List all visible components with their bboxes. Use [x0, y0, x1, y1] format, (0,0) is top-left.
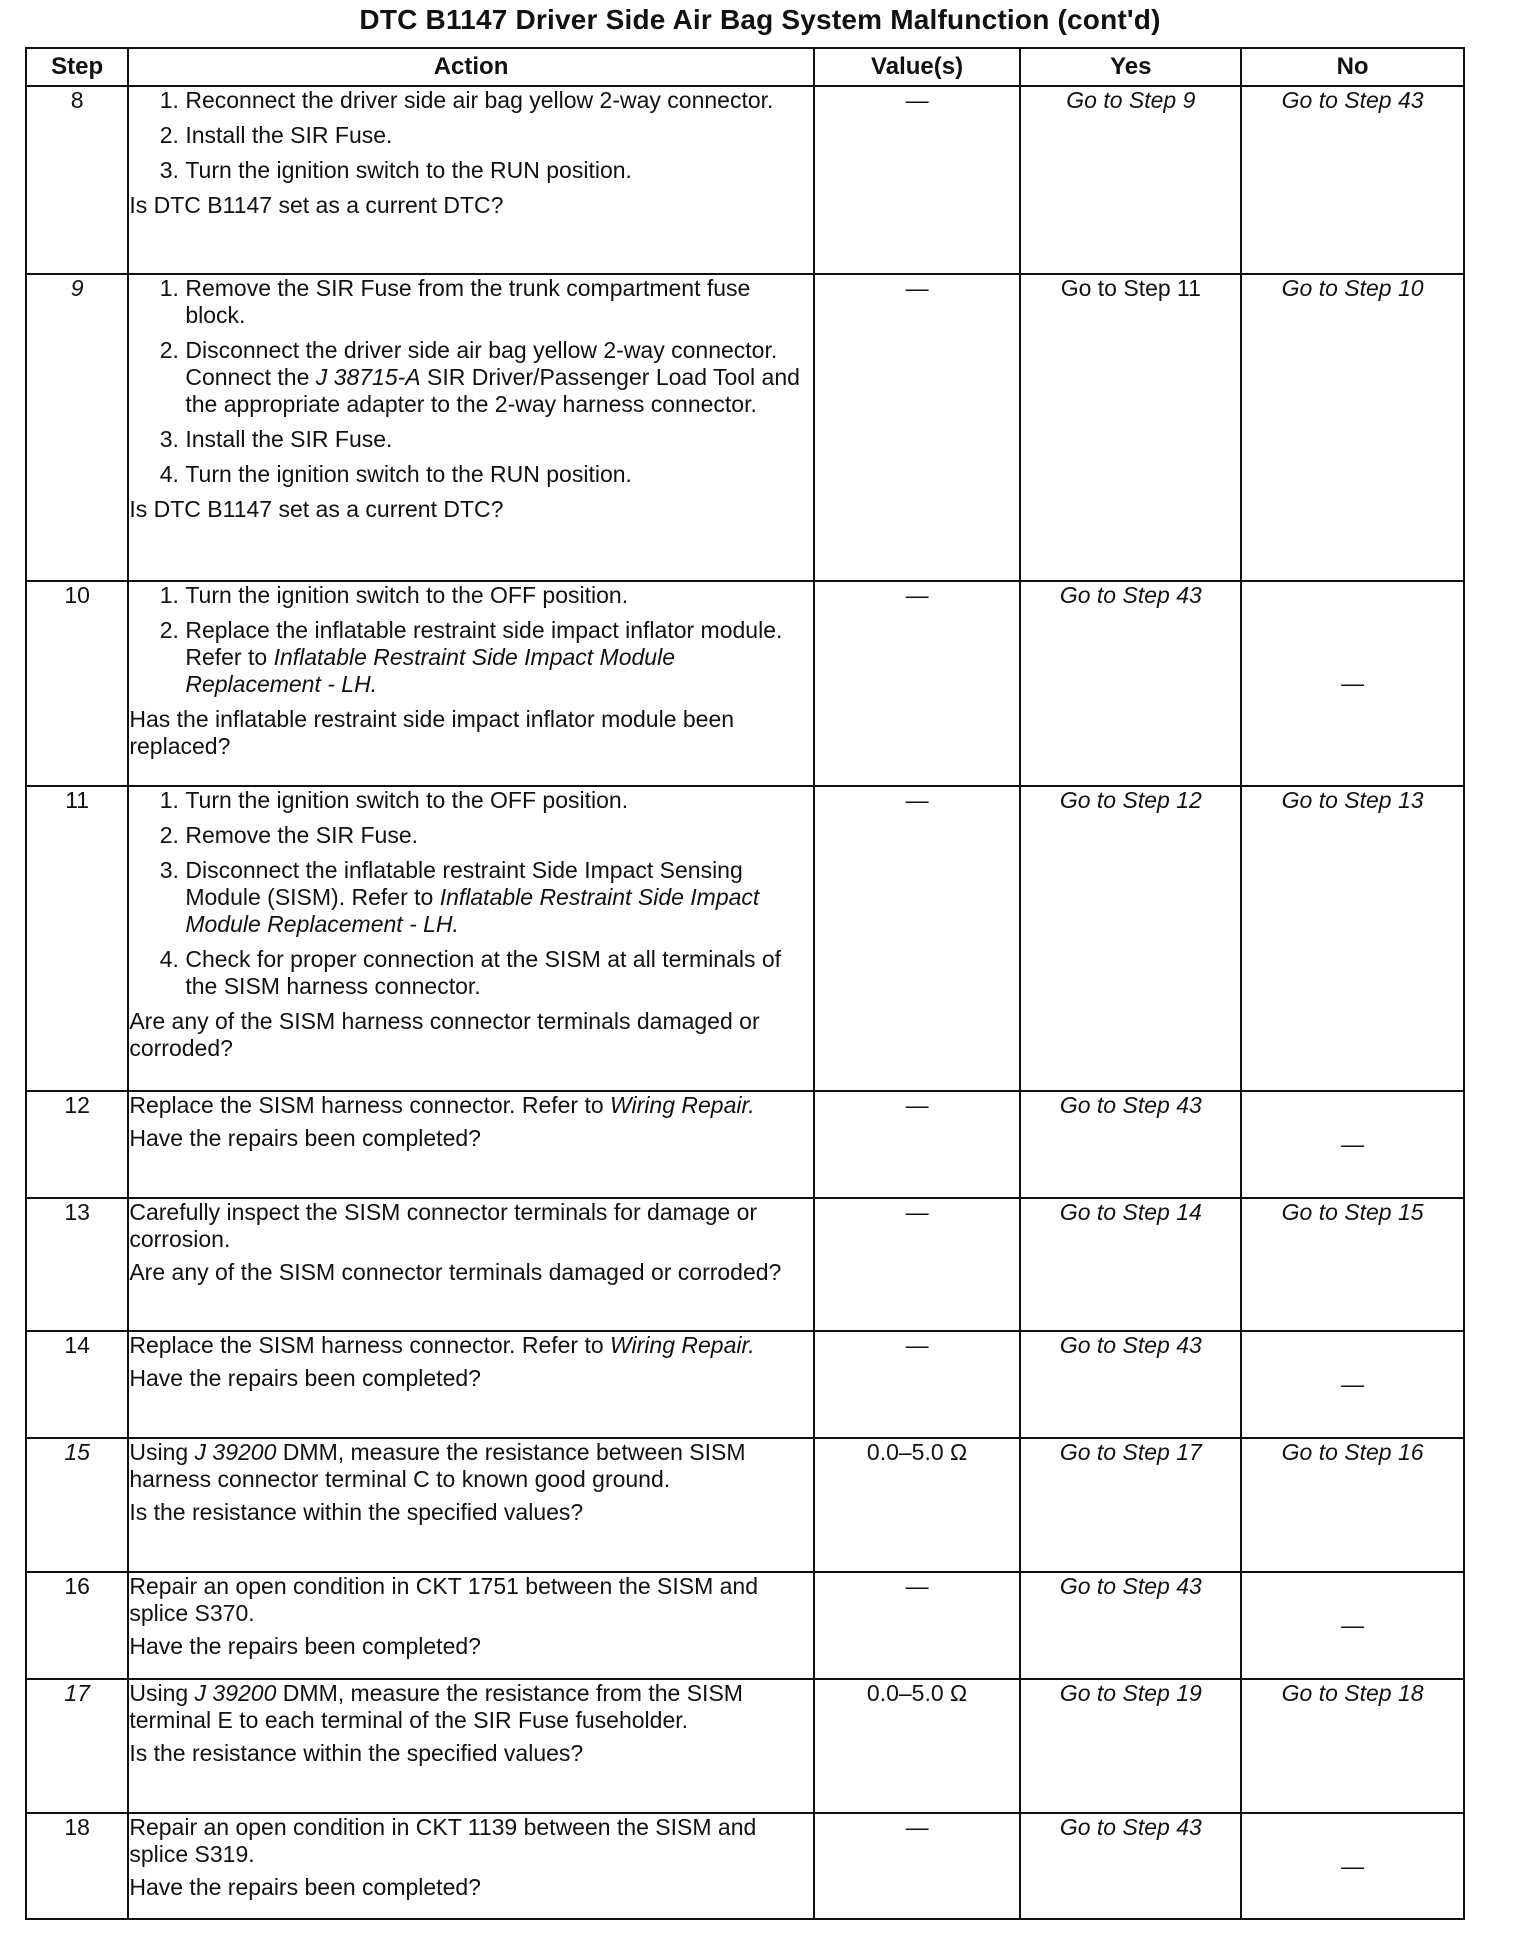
no-value: —	[1241, 1813, 1464, 1919]
action-text: Using	[129, 1439, 195, 1465]
yes-link[interactable]: Go to Step 43	[1020, 1572, 1241, 1679]
action-text: Replace the inflatable restraint side impact inflator module. Refer to	[185, 617, 783, 670]
tool-reference: J 39200	[194, 1680, 277, 1706]
yes-link[interactable]: Go to Step 43	[1020, 581, 1241, 786]
header-yes: Yes	[1020, 48, 1241, 86]
action-paragraph: Repair an open condition in CKT 1139 between the SISM and splice S319.	[129, 1814, 757, 1867]
action-cell	[128, 1572, 813, 1679]
action-text: SIR Driver/Passenger Load Tool and the appropriate adapter to the 2-way harness connector.	[185, 364, 800, 417]
action-text: DMM, measure the resistance between SISM harness connector terminal C to known good ground.	[129, 1439, 746, 1492]
yes-link[interactable]: Go to Step 19	[1020, 1679, 1241, 1813]
action-cell	[128, 1331, 813, 1438]
action-text: Disconnect the driver side air bag yellow 2-way connector. Connect the	[185, 337, 778, 390]
action-paragraph	[129, 1332, 812, 1359]
header-step: Step	[26, 48, 128, 86]
list-item: 4. Check for proper connection at the SISM at all terminals of the SISM harness connector.	[185, 946, 812, 1000]
step-number: 9	[26, 274, 128, 581]
action-text: DMM, measure the resistance from the SISM terminal E to each terminal of the SIR Fuse fuseholder.	[129, 1680, 743, 1733]
question: Are any of the SISM connector terminals damaged or corroded?	[129, 1259, 782, 1285]
action-cell	[128, 1198, 813, 1331]
list-item: 1. Turn the ignition switch to the OFF position.	[185, 787, 812, 814]
action-cell	[128, 1091, 813, 1198]
table-row	[26, 1679, 1464, 1813]
value-cell: 0.0–5.0 Ω	[814, 1679, 1021, 1813]
action-paragraph: Repair an open condition in CKT 1751 between the SISM and splice S370.	[129, 1573, 759, 1626]
question: Has the inflatable restraint side impact inflator module been replaced?	[129, 706, 735, 759]
value-cell: —	[814, 786, 1021, 1091]
yes-link[interactable]: Go to Step 17	[1020, 1438, 1241, 1572]
no-link[interactable]: Go to Step 13	[1241, 786, 1464, 1091]
step-number: 17	[26, 1679, 128, 1813]
list-item: 1. Reconnect the driver side air bag yellow 2-way connector.	[185, 87, 812, 114]
table-row	[26, 581, 1464, 786]
no-link[interactable]: Go to Step 18	[1241, 1679, 1464, 1813]
value-cell: —	[814, 581, 1021, 786]
procedure-reference: Wiring Repair.	[610, 1092, 755, 1118]
list-item: 1. Remove the SIR Fuse from the trunk compartment fuse block.	[185, 275, 812, 329]
no-link[interactable]: Go to Step 10	[1241, 274, 1464, 581]
question: Is the resistance within the specified values?	[129, 1740, 584, 1766]
yes-link[interactable]: Go to Step 14	[1020, 1198, 1241, 1331]
action-text: Using	[129, 1680, 195, 1706]
value-cell: —	[814, 1331, 1021, 1438]
value-cell: —	[814, 1813, 1021, 1919]
step-number: 8	[26, 86, 128, 274]
action-paragraph	[129, 1092, 812, 1119]
action-paragraph	[129, 1439, 812, 1493]
no-link[interactable]: Go to Step 43	[1241, 86, 1464, 274]
yes-link[interactable]: Go to Step 43	[1020, 1091, 1241, 1198]
question: Is the resistance within the specified values?	[129, 1499, 584, 1525]
action-cell	[128, 1813, 813, 1919]
action-list	[129, 582, 812, 698]
table-row	[26, 1813, 1464, 1919]
yes-link[interactable]: Go to Step 9	[1020, 86, 1241, 274]
action-list	[129, 787, 812, 1000]
header-no: No	[1241, 48, 1464, 86]
table-row	[26, 1091, 1464, 1198]
question: Is DTC B1147 set as a current DTC?	[129, 192, 504, 218]
yes-link[interactable]: Go to Step 12	[1020, 786, 1241, 1091]
action-cell	[128, 786, 813, 1091]
question: Have the repairs been completed?	[129, 1365, 481, 1391]
list-item	[185, 857, 812, 938]
no-link[interactable]: Go to Step 16	[1241, 1438, 1464, 1572]
step-number: 14	[26, 1331, 128, 1438]
no-value: —	[1241, 1331, 1464, 1438]
action-cell	[128, 274, 813, 581]
step-number: 16	[26, 1572, 128, 1679]
action-paragraph	[129, 1680, 812, 1734]
question: Have the repairs been completed?	[129, 1633, 481, 1659]
action-cell	[128, 86, 813, 274]
header-action: Action	[128, 48, 813, 86]
action-cell	[128, 581, 813, 786]
yes-link[interactable]: Go to Step 11	[1020, 274, 1241, 581]
yes-link[interactable]: Go to Step 43	[1020, 1331, 1241, 1438]
value-cell: —	[814, 274, 1021, 581]
action-paragraph: Carefully inspect the SISM connector terminals for damage or corrosion.	[129, 1199, 758, 1252]
list-item: 1. Turn the ignition switch to the OFF position.	[185, 582, 812, 609]
table-row	[26, 274, 1464, 581]
diagnostic-table	[25, 47, 1465, 1920]
procedure-reference: Inflatable Restraint Side Impact Module Replacement - LH.	[185, 884, 760, 937]
table-row	[26, 1331, 1464, 1438]
list-item: 4. Turn the ignition switch to the RUN position.	[185, 461, 812, 488]
step-number: 18	[26, 1813, 128, 1919]
value-cell: 0.0–5.0 Ω	[814, 1438, 1021, 1572]
action-text: Replace the SISM harness connector. Refer to	[129, 1092, 611, 1118]
table-row	[26, 786, 1464, 1091]
action-text: Disconnect the inflatable restraint Side Impact Sensing Module (SISM). Refer to	[185, 857, 743, 910]
list-item: 2. Install the SIR Fuse.	[185, 122, 812, 149]
action-list	[129, 87, 812, 184]
yes-link[interactable]: Go to Step 43	[1020, 1813, 1241, 1919]
no-value: —	[1241, 1091, 1464, 1198]
question: Have the repairs been completed?	[129, 1874, 481, 1900]
step-number: 13	[26, 1198, 128, 1331]
step-number: 11	[26, 786, 128, 1091]
question: Are any of the SISM harness connector terminals damaged or corroded?	[129, 1008, 760, 1061]
question: Is DTC B1147 set as a current DTC?	[129, 496, 504, 522]
table-row	[26, 1198, 1464, 1331]
list-item	[185, 337, 812, 418]
question: Have the repairs been completed?	[129, 1125, 481, 1151]
procedure-reference: Wiring Repair.	[610, 1332, 755, 1358]
header-values: Value(s)	[814, 48, 1021, 86]
table-row	[26, 86, 1464, 274]
list-item: 3. Turn the ignition switch to the RUN position.	[185, 157, 812, 184]
step-number: 10	[26, 581, 128, 786]
value-cell: —	[814, 86, 1021, 274]
page-title: DTC B1147 Driver Side Air Bag System Malfunction (cont'd)	[359, 4, 1161, 35]
value-cell: —	[814, 1572, 1021, 1679]
action-list	[129, 275, 812, 488]
action-cell	[128, 1438, 813, 1572]
table-row	[26, 1438, 1464, 1572]
step-number: 15	[26, 1438, 128, 1572]
table-row	[26, 1572, 1464, 1679]
list-item: 2. Remove the SIR Fuse.	[185, 822, 812, 849]
value-cell: —	[814, 1091, 1021, 1198]
no-link[interactable]: Go to Step 15	[1241, 1198, 1464, 1331]
tool-reference: J 39200	[194, 1439, 277, 1465]
header-row	[26, 48, 1464, 86]
action-text: Replace the SISM harness connector. Refer to	[129, 1332, 611, 1358]
step-number: 12	[26, 1091, 128, 1198]
list-item: 3. Install the SIR Fuse.	[185, 426, 812, 453]
list-item	[185, 617, 812, 698]
no-value: —	[1241, 1572, 1464, 1679]
value-cell: —	[814, 1198, 1021, 1331]
action-cell	[128, 1679, 813, 1813]
no-value: —	[1241, 581, 1464, 786]
tool-reference: J 38715-A	[315, 364, 421, 390]
procedure-reference: Inflatable Restraint Side Impact Module Replacement - LH.	[185, 644, 675, 697]
